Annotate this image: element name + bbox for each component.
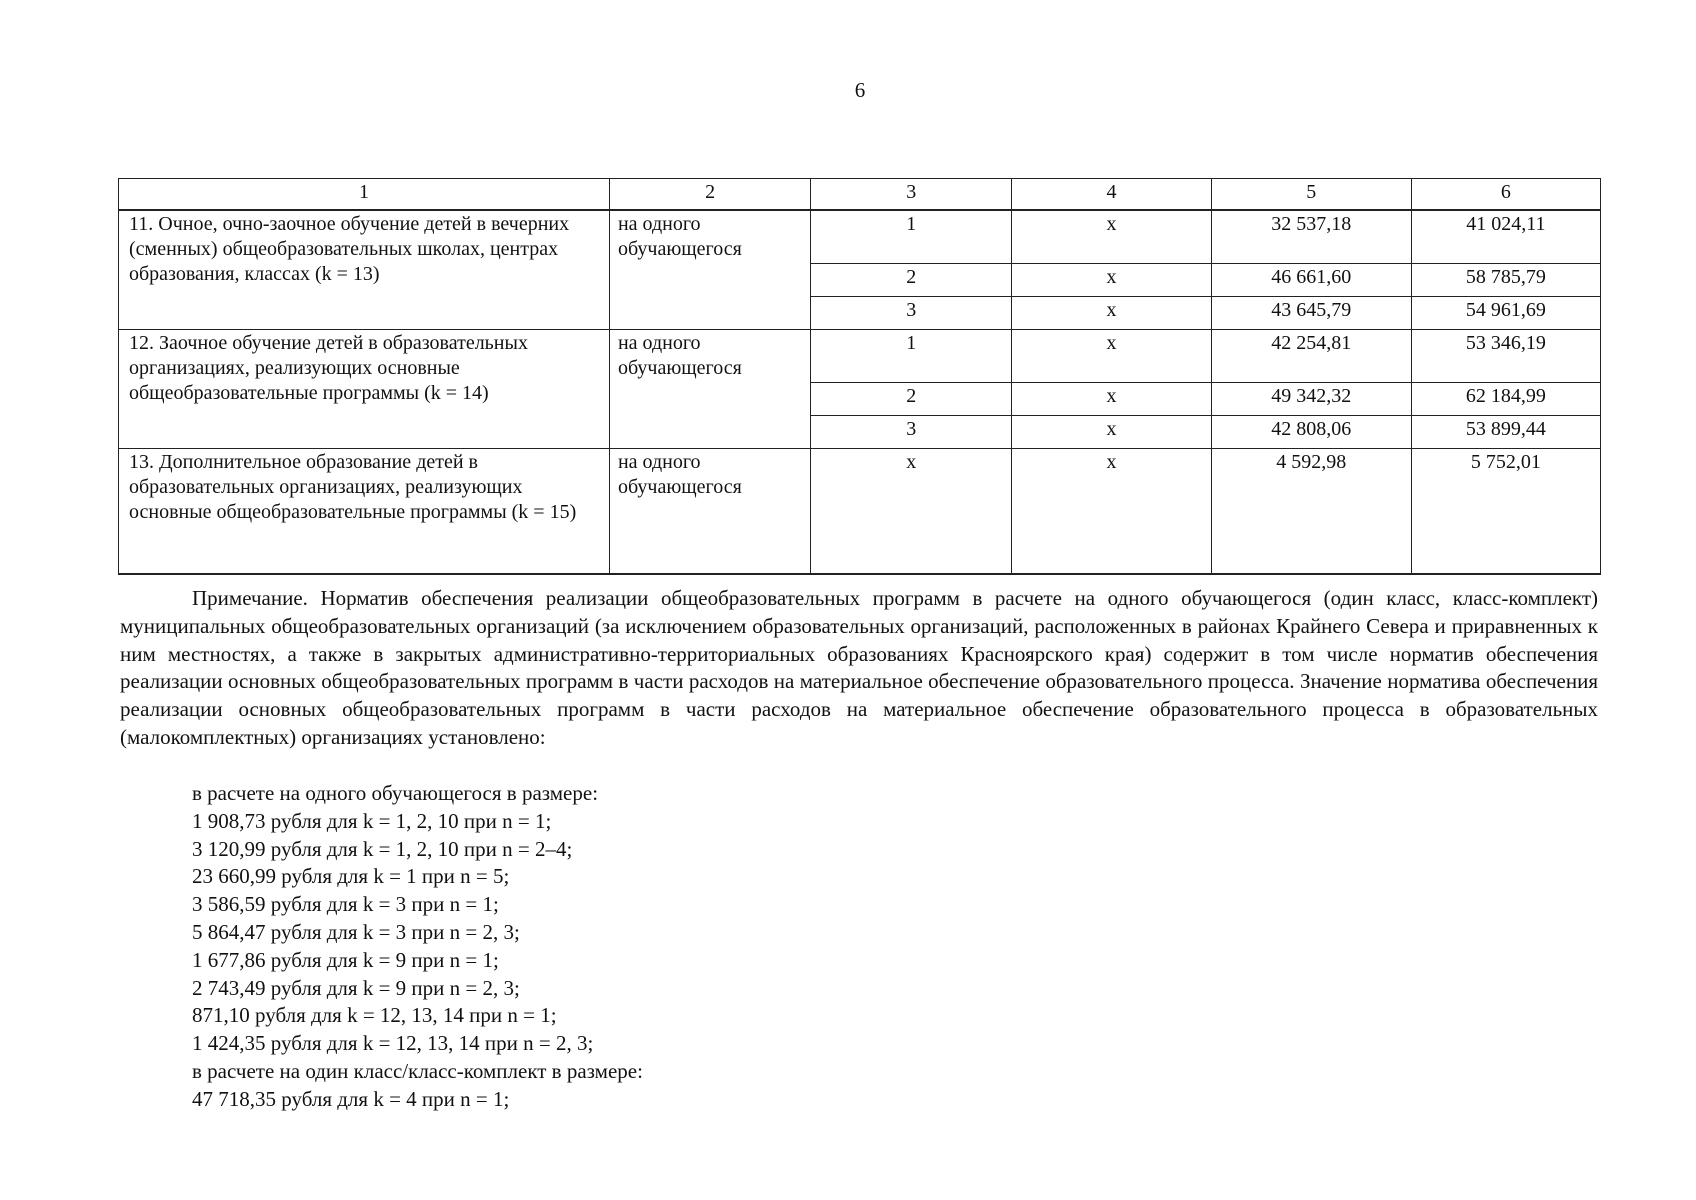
cell-col5: 49 342,32 [1211,383,1411,416]
cell-col6: 54 961,69 [1411,297,1600,330]
table-row [119,330,1601,383]
column-header: 5 [1211,179,1411,211]
cell-n: 3 [811,297,1012,330]
column-header: 1 [119,179,610,211]
cell-col5: 43 645,79 [1211,297,1411,330]
list-item: 23 660,99 рубля для k = 1 при n = 5; [192,864,510,889]
cell-n: 2 [811,383,1012,416]
list-item: 3 586,59 рубля для k = 3 при n = 1; [192,892,499,917]
normative-table [118,178,1601,575]
cell-col5: 42 808,06 [1211,416,1411,449]
cell-col6: 62 184,99 [1411,383,1600,416]
cell-col6: 53 346,19 [1411,330,1600,383]
row-description: 11. Очное, очно-заочное обучение детей в вечерних (сменных) общеобразовательных школах, центрах образования, классах (k = 13) [119,210,610,330]
cell-col4: х [1012,264,1211,297]
list-item: 871,10 рубля для k = 12, 13, 14 при n = 1; [192,1003,557,1028]
list-item: в расчете на один класс/класс-комплект в размере: [192,1058,643,1083]
cell-n: х [811,449,1012,575]
column-header: 2 [609,179,810,211]
note-list [192,780,643,1114]
cell-col6: 58 785,79 [1411,264,1600,297]
cell-n: 2 [811,264,1012,297]
cell-col4: х [1012,297,1211,330]
list-item: 3 120,99 рубля для k = 1, 2, 10 при n = 2–4; [192,836,573,861]
row-unit: на одного обучающегося [609,210,810,330]
cell-col4: х [1012,449,1211,575]
column-header: 4 [1012,179,1211,211]
list-item: 47 718,35 рубля для k = 4 при n = 1; [192,1086,510,1111]
cell-n: 3 [811,416,1012,449]
cell-col4: х [1012,383,1211,416]
table-row [119,449,1601,575]
list-item: 1 677,86 рубля для k = 9 при n = 1; [192,947,499,972]
list-item: 1 424,35 рубля для k = 12, 13, 14 при n = 2, 3; [192,1031,594,1056]
row-description: 12. Заочное обучение детей в образовательных организациях, реализующих основные общеобразовательные программы (k = 14) [119,330,610,449]
cell-col4: х [1012,210,1211,264]
row-description: 13. Дополнительное образование детей в образовательных организациях, реализующих основные общеобразовательные программы (k = 15) [119,449,610,575]
cell-n: 1 [811,330,1012,383]
list-item: 2 743,49 рубля для k = 9 при n = 2, 3; [192,975,520,1000]
column-header: 6 [1411,179,1600,211]
list-item: в расчете на одного обучающегося в размере: [192,781,599,805]
cell-col5: 32 537,18 [1211,210,1411,264]
cell-col5: 42 254,81 [1211,330,1411,383]
cell-col5: 4 592,98 [1211,449,1411,575]
list-item: 5 864,47 рубля для k = 3 при n = 2, 3; [192,919,520,944]
cell-col4: х [1012,416,1211,449]
table-header-row [119,179,1601,211]
cell-col6: 5 752,01 [1411,449,1600,575]
row-unit: на одного обучающегося [609,330,810,449]
list-item: 1 908,73 рубля для k = 1, 2, 10 при n = 1; [192,808,552,833]
cell-col6: 41 024,11 [1411,210,1600,264]
column-header: 3 [811,179,1012,211]
cell-col6: 53 899,44 [1411,416,1600,449]
row-unit: на одного обучающегося [609,449,810,575]
cell-col5: 46 661,60 [1211,264,1411,297]
cell-n: 1 [811,210,1012,264]
page-number: 6 [854,78,866,102]
cell-col4: х [1012,330,1211,383]
table-row [119,210,1601,264]
note-paragraph: Примечание. Норматив обеспечения реализации общеобразовательных программ в расчете на одного обучающегося (один класс, класс-комплект) муниципальных общеобразовательных организаций (за исключением образовательных организаций, расположенных в районах Крайнего Севера и приравненных к ним местностях, а также в закрытых административно-территориальных образованиях Красноярского края) содержит в том числе норматив обеспечения реализации основных общеобразовательных программ в части расходов на материальное обеспечение образовательного процесса. Значение норматива обеспечения реализации основных общеобразовательных программ в части расходов на материальное обеспечение образовательного процесса в образовательных (малокомплектных) организациях установлено: [120,586,1598,749]
